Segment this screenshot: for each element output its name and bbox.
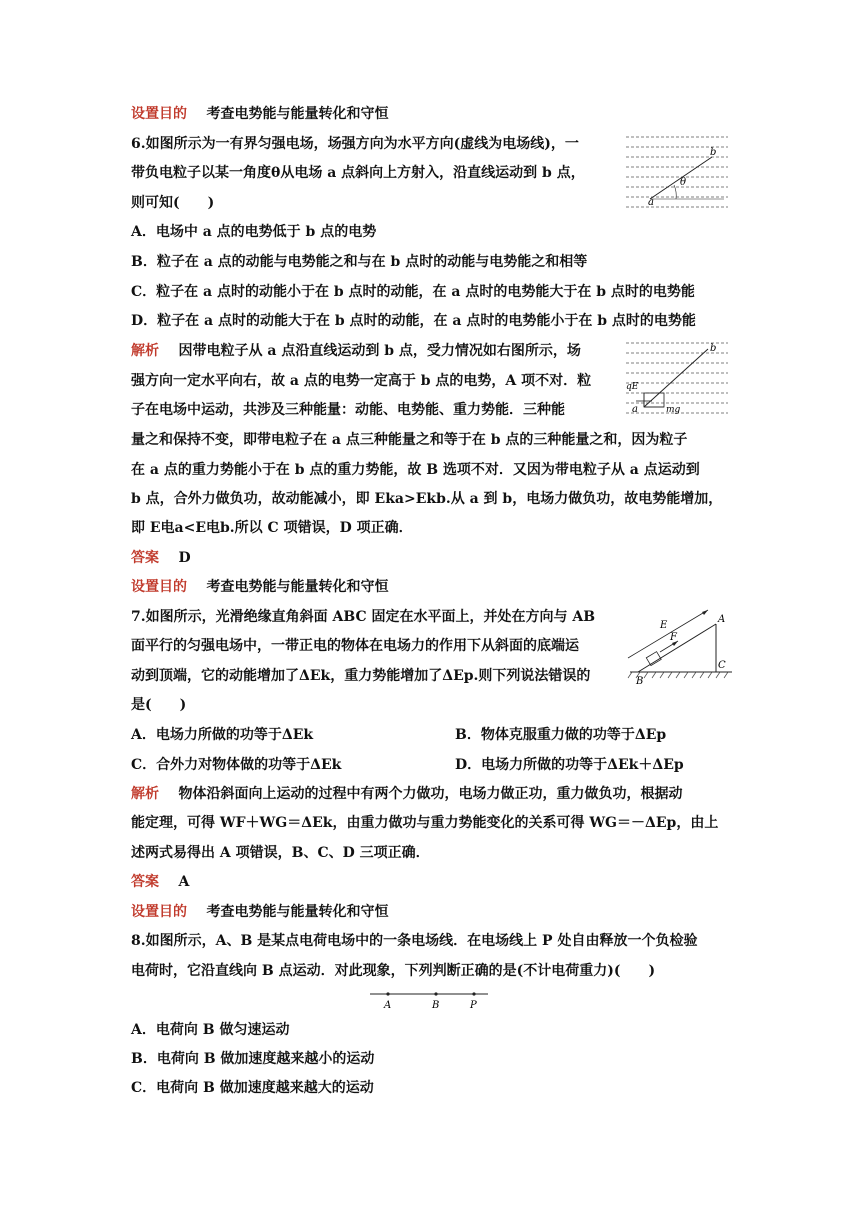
q6-fig1-label-theta: θ: [680, 177, 687, 188]
q6-option-b: B．粒子在 a 点的动能与电势能之和与在 b 点时的动能与电势能之和相等: [131, 254, 588, 270]
q6-fig1-label-a: a: [648, 197, 654, 208]
q6-force-figure: [624, 339, 730, 417]
q6-analysis-line-7: 即 E电a<E电b.所以 C 项错误，D 项正确．: [131, 520, 413, 536]
q6-analysis-line-3: 子在电场中运动，共涉及三种能量：动能、电势能、重力势能．三种能: [131, 402, 565, 418]
q6-stem-line-3: 则可知( ): [131, 195, 215, 211]
q7-option-a: A．电场力所做的功等于ΔEk: [131, 727, 314, 743]
q7-stem-line-3: 动到顶端，它的动能增加了ΔEk，重力势能增加了ΔEp.则下列说法错误的: [131, 668, 591, 684]
q7-option-d: D．电场力所做的功等于ΔEk＋ΔEp: [455, 757, 684, 773]
q8-fig-label-b: B: [432, 1000, 440, 1011]
purpose-line-2: [131, 577, 389, 597]
q6-fig2-label-mg: mg: [666, 405, 681, 415]
q7-analysis-line-1: [131, 784, 683, 804]
purpose-label: 设置目的: [131, 106, 187, 122]
q7-analysis-line-3: 述两式易得出 A 项错误，B、C、D 三项正确．: [131, 845, 430, 861]
analysis-label: 解析: [131, 343, 159, 359]
q7-option-row-1: [131, 725, 313, 745]
q8-fig-label-a: A: [384, 1000, 392, 1011]
q8-field-line-figure: [368, 986, 492, 1012]
answer-label: 答案: [131, 874, 159, 890]
q8-option-b: B．电荷向 B 做加速度越来越小的运动: [131, 1051, 375, 1067]
q7-fig-label-b: B: [636, 676, 644, 686]
purpose-line-1: [131, 104, 389, 124]
q8-stem-line-1: 8.如图所示，A、B 是某点电荷电场中的一条电场线．在电场线上 P 处自由释放一个负检验: [131, 933, 698, 949]
purpose-text: 考查电势能与能量转化和守恒: [206, 904, 389, 920]
q6-fig2-label-a: a: [632, 404, 638, 415]
q6-fig2-label-b: b: [710, 343, 717, 354]
q6-option-a: A．电场中 a 点的电势低于 b 点的电势: [131, 224, 377, 240]
q7-analysis-line-2: 能定理，可得 WF＋WG＝ΔEk，由重力做功与重力势能变化的关系可得 WG＝－ΔEp，由上: [131, 815, 719, 831]
q6-fig1-label-b: b: [710, 147, 717, 158]
purpose-line-3: [131, 902, 389, 922]
q8-option-a: A．电荷向 B 做匀速运动: [131, 1022, 290, 1038]
q6-option-c: C．粒子在 a 点时的动能小于在 b 点时的动能，在 a 点时的电势能大于在 b 点时的电势能: [131, 284, 695, 300]
purpose-label: 设置目的: [131, 579, 187, 595]
q6-analysis-text-1: 因带电粒子从 a 点沿直线运动到 b 点，受力情况如右图所示，场: [178, 343, 581, 359]
q7-option-c: C．合外力对物体做的功等于ΔEk: [131, 757, 342, 773]
q6-field-figure: [624, 133, 730, 211]
q7-answer-line: [131, 872, 189, 892]
q7-option-row-2: [131, 755, 341, 775]
q6-analysis-line-4: 量之和保持不变，即带电粒子在 a 点三种能量之和等于在 b 点的三种能量之和，因为粒子: [131, 432, 688, 448]
answer-label: 答案: [131, 550, 159, 566]
q8-option-c: C．电荷向 B 做加速度越来越大的运动: [131, 1080, 374, 1096]
q6-analysis-line-1: [131, 341, 581, 361]
purpose-text: 考查电势能与能量转化和守恒: [206, 106, 389, 122]
q8-stem-line-2: 电荷时，它沿直线向 B 点运动．对此现象，下列判断正确的是(不计电荷重力)( ): [131, 963, 656, 979]
analysis-label: 解析: [131, 786, 159, 802]
q6-fig2-label-qe: qE: [626, 382, 639, 392]
q6-answer-line: [131, 548, 191, 568]
q7-fig-label-c: C: [718, 660, 726, 671]
q7-fig-label-e: E: [660, 620, 668, 631]
q6-analysis-line-6: b 点，合外力做负功，故动能减小，即 Eka>Ekb.从 a 到 b，电场力做负功，故电势能增加，: [131, 491, 723, 507]
q6-analysis-line-5: 在 a 点的重力势能小于在 b 点的重力势能，故 B 选项不对．又因为带电粒子从 a 点运动到: [131, 462, 700, 478]
q7-stem-line-4: 是( ): [131, 697, 187, 713]
purpose-label: 设置目的: [131, 904, 187, 920]
q7-option-b: B．物体克服重力做的功等于ΔEp: [455, 727, 667, 743]
q7-answer: A: [178, 874, 190, 890]
q7-stem-line-2: 面平行的匀强电场中，一带正电的物体在电场力的作用下从斜面的底端运: [131, 638, 579, 654]
q7-analysis-text-1: 物体沿斜面向上运动的过程中有两个力做功，电场力做正功，重力做负功，根据动: [178, 786, 683, 802]
q6-answer: D: [178, 550, 191, 566]
q7-incline-figure: [624, 604, 738, 686]
q6-stem-line-1: 6.如图所示为一有界匀强电场，场强方向为水平方向(虚线为电场线)，一: [131, 136, 579, 152]
q6-stem-line-2: 带负电粒子以某一角度θ从电场 a 点斜向上方射入，沿直线运动到 b 点，: [131, 165, 585, 181]
purpose-text: 考查电势能与能量转化和守恒: [206, 579, 389, 595]
q6-analysis-line-2: 强方向一定水平向右，故 a 点的电势一定高于 b 点的电势，A 项不对．粒: [131, 373, 592, 389]
q7-stem-line-1: 7.如图所示，光滑绝缘直角斜面 ABC 固定在水平面上，并处在方向与 AB: [131, 609, 596, 625]
q7-fig-label-a: A: [718, 614, 726, 625]
q7-fig-label-f: F: [670, 632, 677, 643]
q6-option-d: D．粒子在 a 点时的动能大于在 b 点时的动能，在 a 点时的电势能小于在 b 点时的电势能: [131, 313, 696, 329]
q8-fig-label-p: P: [470, 1000, 477, 1011]
